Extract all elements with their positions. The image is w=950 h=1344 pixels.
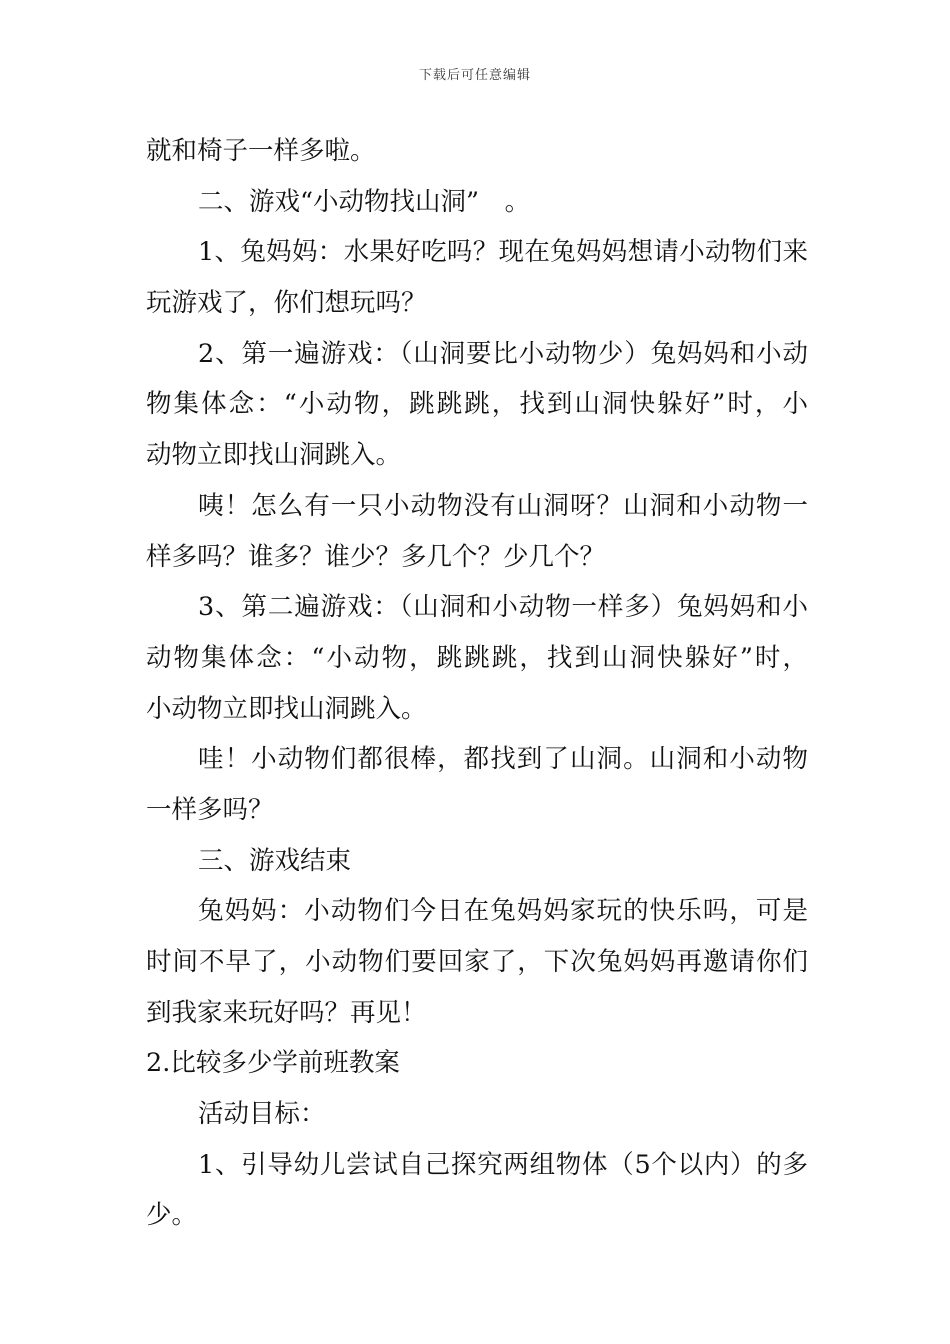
text-line: 哇！小动物们都很棒，都找到了山洞。山洞和小动物 bbox=[198, 744, 808, 775]
text-line: 1、引导幼儿尝试自己探究两组物体（5个以内）的多 bbox=[198, 1149, 808, 1180]
text-line: 2、第一遍游戏：（山洞要比小动物少）兔妈妈和小动 bbox=[198, 338, 808, 369]
text-line: 样多吗？谁多？谁少？多几个？少几个？ bbox=[146, 541, 606, 572]
section-heading: 活动目标： bbox=[198, 1099, 326, 1130]
text-line: 咦！怎么有一只小动物没有山洞呀？山洞和小动物一 bbox=[198, 490, 808, 521]
text-line: 时间不早了，小动物们要回家了，下次兔妈妈再邀请你们 bbox=[146, 947, 808, 977]
document-body bbox=[146, 126, 808, 1241]
text-line: 一样多吗？ bbox=[146, 794, 274, 825]
text-line: 1、兔妈妈：水果好吃吗？现在兔妈妈想请小动物们来 bbox=[198, 237, 808, 268]
text-line: 到我家来玩好吗？再见！ bbox=[146, 997, 427, 1028]
section-heading: 三、游戏结束 bbox=[198, 845, 352, 876]
text-line: 动物立即找山洞跳入。 bbox=[146, 440, 402, 471]
text-line: 物集体念：“小动物，跳跳跳，找到山洞快躲好”时，小 bbox=[146, 389, 808, 420]
text-line: 少。 bbox=[146, 1200, 198, 1231]
text-line: 兔妈妈：小动物们今日在兔妈妈家玩的快乐吗，可是 bbox=[198, 896, 808, 927]
text-line: 玩游戏了，你们想玩吗？ bbox=[146, 288, 427, 319]
text-line: 3、第二遍游戏：（山洞和小动物一样多）兔妈妈和小 bbox=[198, 592, 808, 623]
text-line: 就和椅子一样多啦。 bbox=[146, 136, 376, 166]
page-header: 下载后可任意编辑 bbox=[418, 68, 531, 83]
section-heading: 二、游戏“小动物找山洞” 。 bbox=[198, 186, 531, 217]
section-title: 2.比较多少学前班教案 bbox=[146, 1048, 400, 1079]
text-line: 动物集体念：“小动物，跳跳跳，找到山洞快躲好”时， bbox=[146, 642, 808, 673]
text-line: 小动物立即找山洞跳入。 bbox=[146, 693, 427, 724]
